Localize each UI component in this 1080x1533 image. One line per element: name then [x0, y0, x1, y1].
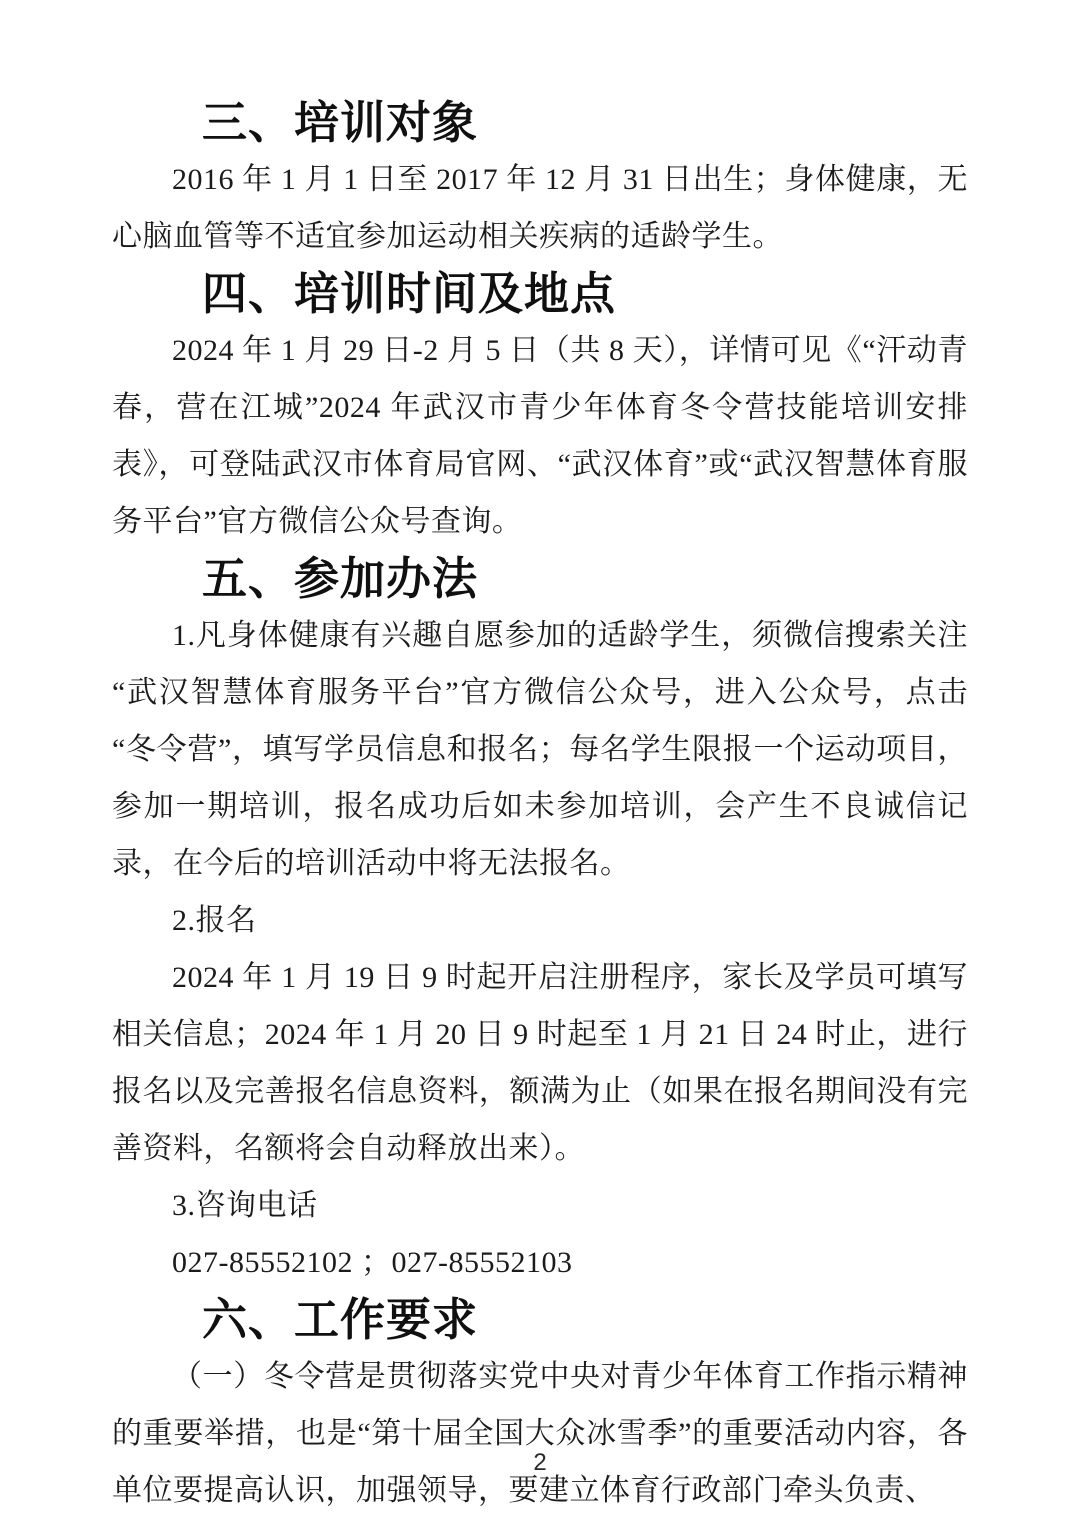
section-heading-training-targets: 三、培训对象	[202, 97, 479, 148]
paragraph-time-and-place: 2024 年 1 月 29 日-2 月 5 日（共 8 天），详情可见《“汗动青春，营在江城”2024 年武汉市青少年体育冬令营技能培训安排表》，可登陆武汉市体育局官网、“武汉体育”或“武汉智慧体育服务平台”官方微信公众号查询。	[112, 334, 968, 538]
paragraph-consultation-phone-label: 3.咨询电话	[172, 1189, 318, 1222]
paragraph-phone-numbers: 027-85552102 ；027-85552103	[172, 1246, 573, 1279]
page-number: 2	[533, 1449, 547, 1476]
paragraph-work-requirements-item-1: （一）冬令营是贯彻落实党中央对青少年体育工作指示精神的重要举措，也是“第十届全国大众冰雪季”的重要活动内容，各单位要提高认识，加强领导，要建立体育行政部门牵头负责、	[112, 1360, 968, 1507]
paragraph-participation-item-1: 1.凡身体健康有兴趣自愿参加的适龄学生，须微信搜索关注“武汉智慧体育服务平台”官方微信公众号，进入公众号，点击“冬令营”，填写学员信息和报名；每名学生限报一个运动项目，参加一期培训，报名成功后如未参加培训，会产生不良诚信记录，在今后的培训活动中将无法报名。	[112, 619, 968, 880]
paragraph-registration-label: 2.报名	[172, 904, 257, 937]
section-heading-work-requirements: 六、工作要求	[202, 1294, 479, 1345]
section-heading-participation-method: 五、参加办法	[202, 553, 479, 604]
paragraph-registration-details: 2024 年 1 月 19 日 9 时起开启注册程序，家长及学员可填写相关信息；2024 年 1 月 20 日 9 时起至 1 月 21 日 24 时止，进行报名以及完善报名信息资料，额满为止（如果在报名期间没有完善资料，名额将会自动释放出来）。	[112, 961, 968, 1165]
section-heading-time-and-place: 四、培训时间及地点	[202, 268, 617, 319]
paragraph-training-targets: 2016 年 1 月 1 日至 2017 年 12 月 31 日出生；身体健康，无心脑血管等不适宜参加运动相关疾病的适龄学生。	[112, 163, 968, 253]
